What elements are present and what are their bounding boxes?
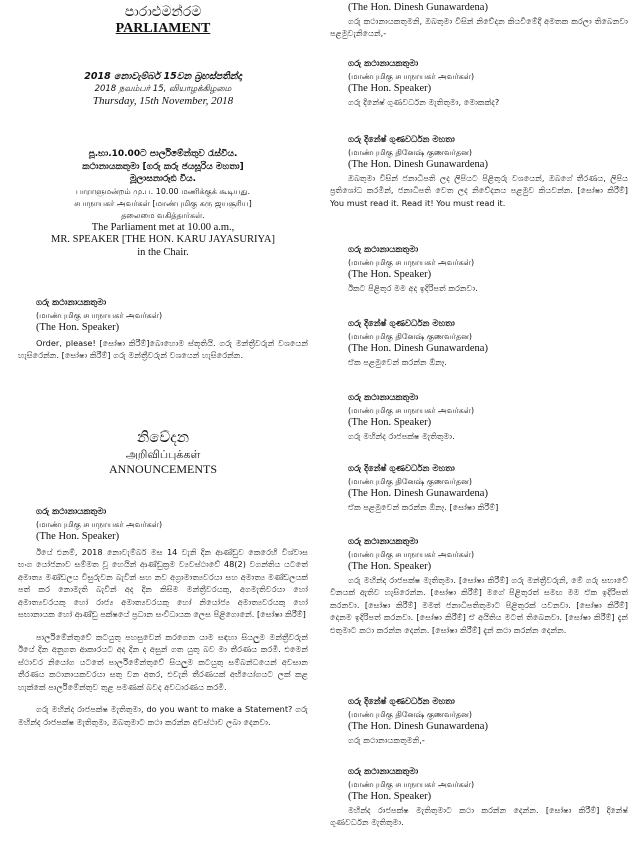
date-english: Thursday, 15th November, 2018: [92, 95, 234, 107]
speaker-name: ගරු දිනේෂ් ගුණවර්ධන මහතා: [348, 464, 455, 474]
meeting-tamil-2: சபாநாயகர் அவர்கள் [மாண்புமிகு கரு ஜயசூரிய]: [74, 198, 252, 208]
speaker-english: (The Hon. Speaker): [348, 269, 432, 280]
speaker-name: ගරු දිනේෂ් ගුණවර්ධන මහතා: [348, 319, 455, 329]
speaker-english: (The Hon. Speaker): [36, 531, 120, 542]
speech-block: [330, 244, 628, 294]
speaker-english: (The Hon. Speaker): [348, 417, 432, 428]
speech-text: ගරු කථානායකතුමනි, ඔබතුමා විසින් නිවේදන කියවීමේදී අමතක කරලා තිබෙනවා පළමුවැනියෙන්,-: [330, 15, 628, 38]
speech-continuation: [330, 2, 628, 40]
speaker-english: (The Hon. Dinesh Gunawardena): [348, 159, 488, 170]
announcements-english: ANNOUNCEMENTS: [109, 462, 217, 476]
speaker-tamil: (மாண்புமிகு சபாநாயகர் அவர்கள்): [36, 311, 163, 320]
announcements-heading: [18, 428, 308, 477]
speech-block: [330, 696, 628, 746]
speech-text: ගරු මහින්ද රාජපක්ෂ මැතිතුමා.: [348, 430, 455, 441]
speaker-tamil: (மாண்புமிகு சபாநாயகர் அவர்கள்): [348, 550, 475, 559]
meeting-english-1: The Parliament met at 10.00 a.m.,: [91, 221, 235, 233]
speaker-tamil: (மாண்புமிகு தினேஷ் குணவர்தன): [348, 710, 473, 719]
speaker-tamil: (மாண்புமிகு சபாநாயகர் அவர்கள்): [348, 780, 475, 789]
meeting-sinhala-3: මූලාසනාරූඪ විය.: [129, 174, 197, 184]
meeting-tamil-1: பாராளுமன்றம் மு.ப. 10.00 மணிக்குக் கூடியது.: [75, 186, 251, 196]
meeting-tamil-3: தலைமை வகித்தார்கள்.: [121, 210, 205, 220]
speaker-english: (The Hon. Dinesh Gunawardena): [348, 2, 488, 13]
speaker-name: ගරු කථානායකතුමා: [348, 59, 419, 69]
speaker-name: ගරු කථානායකතුමා: [348, 393, 419, 403]
speaker-tamil: (மாண்புமிகு தினேஷ் குணவர்தன): [348, 332, 473, 341]
speaker-english: (The Hon. Speaker): [348, 791, 432, 802]
speech-text: Order, please! [සෝෂා කිරීම්]බොහොම ස්තූතියි. ගරු මන්ත්‍රීවරුන් වශයෙන් හැසිරෙන්න. [සෝෂා කිරීම්] ගරු මන්ත්‍රීවරුන් වශයෙන් හැසිරෙන්න.: [18, 337, 308, 360]
speaker-name: ගරු දිනේෂ් ගුණවර්ධන මහතා: [348, 135, 455, 145]
speaker-name: ගරු කථානායකතුමා: [36, 507, 107, 517]
speech-text: ඒක පළමුවෙන් කරන්න ඕනෑ. [සෝෂා කිරීම්]: [348, 501, 499, 512]
speaker-english: (The Hon. Dinesh Gunawardena): [348, 343, 488, 354]
speech-paragraph: ගරු මහින්ද රාජපක්ෂ මැතිතුමා, do you want to make a Statement? ගරු මහින්ද රාජපක්ෂ මැතිතුමා, ඔබතුමාට කථා කරන්න අවස්ථාව ලබා දෙනවා.: [18, 704, 308, 727]
speech-block: [330, 463, 628, 513]
page-header: [18, 4, 308, 38]
speaker-english: (The Hon. Dinesh Gunawardena): [348, 488, 488, 499]
speech-block: [330, 766, 628, 829]
speaker-tamil: (மாண்புமிகு சபாநாயகர் அவர்கள்): [348, 72, 475, 81]
speaker-name: ගරු කථානායකතුමා: [348, 537, 419, 547]
header-title-english: PARLIAMENT: [115, 21, 211, 36]
speaker-tamil: (மாண்புமிகு சபாநாயகர் அவர்கள்): [348, 258, 475, 267]
speech-text: ගරු මහින්ද රාජපක්ෂ මැතිතුමා. [සෝෂා කිරීම්] ගරු මන්ත්‍රීවරුනි, මේ ගරු සභාවේ විනයක් ඇතිව හැසිරෙන්න. [සෝෂා කිරීම්] මගේ පිළිතුරත් සමඟ මම ඒක ඉදිරිපත් කරනවා. [සෝෂා කිරීම්] මමත් ජනාධිපතිතුමාට පිළිතුරක් යවනවා. [සෝෂා කිරීම්] දෙනම ඉදිරිපත් කරනවා. [සෝෂා කිරීම්] ඒ අයිතිය මටත් තිබෙනවා. [සෝෂා කිරීම්] දැන් එතුමාට කථා කරන්න දෙන්න. [සෝෂා කිරීම්] දැන් කථා කරන්න දෙන්න.: [330, 574, 628, 635]
speech-block: [330, 392, 628, 442]
speech-text: ගරු දිනේෂ් ගුණවර්ධන මැතිතුමා, මොකක්ද?: [348, 96, 500, 107]
announcements-tamil: அறிவிப்புக்கள்: [125, 448, 201, 461]
speech-block: [18, 297, 308, 362]
speech-paragraph: ඊයේ එනම්, 2018 නොවැම්බර් මස 14 වැනි දින ආණ්ඩුව කෙරෙහි විශ්වාස භංග යෝජනාව සම්මත වූ හෙයින් ආණ්ඩුක්‍රම ව්‍යවස්ථාවේ 48(2) වගන්තිය යටතේ අමාත්‍ය මණ්ඩලය විසුරුවන බැවින් සහ නව අග්‍රාමාත්‍යවරයා සහ අමාත්‍ය මණ්ඩලයක් පත් කර නොමැති බැවින් අද දින කිසිම මන්ත්‍රීවරයකු, අගමැතිවරයා හෝ අමාත්‍යවරයකු හෝ රාජ්‍ය අමාත්‍යවරයකු හෝ නියෝජ්‍ය අමාත්‍යවරයකු හෝ සභානායක හෝ ආණ්ඩු පක්ෂයේ ප්‍රධාන සංවිධායක ලෙස පිළිගොනේ. [සෝෂා කිරීම්]: [18, 546, 308, 619]
sitting-date: [18, 70, 308, 108]
meeting-notice: [18, 148, 308, 259]
speech-text: ඊකට පිළිතුර මම අද ඉදිරිපත් කරනවා.: [348, 282, 478, 293]
meeting-english-2: MR. SPEAKER [THE HON. KARU JAYASURIYA]: [51, 234, 275, 245]
speaker-name: ගරු කථානායකතුමා: [36, 298, 107, 308]
speaker-tamil: (மாண்புமிகு சபாநாயகர் அவர்கள்): [36, 520, 163, 529]
date-sinhala: 2018 නොවැම්බර් 15වන බ්‍රහස්පතින්දා: [84, 71, 242, 82]
speaker-english: (The Hon. Speaker): [348, 561, 432, 572]
header-title-sinhala: පාරාළුමන්රම: [124, 4, 202, 20]
speaker-name: ගරු කථානායකතුමා: [348, 245, 419, 255]
speech-text: ඒක පළමුවෙන් කරන්න ඕනෑ.: [348, 356, 447, 367]
speaker-name: ගරු දිනේෂ් ගුණවර්ධන මහතා: [348, 697, 455, 707]
speech-text: ඔබතුමා විසින් ජනාධිපති ලද ලිපියට පිළිතුරු වශයෙන්, ඔබගේ තීරණය, ලිපිය ප්‍රතිශෝධ කරමින්, ජනාධිපති වෙත ලද නිවේදනය පළමුව කියවන්න. [සෝෂා කිරීම්] You must read it. Read it! You must read it.: [330, 172, 628, 208]
speaker-tamil: (மாண்புமிகு சபாநாயகர் அவர்கள்): [348, 406, 475, 415]
speech-block: [330, 536, 628, 636]
speaker-tamil: (மாண்புமிகு தினேஷ் குணவர்தன): [348, 477, 473, 486]
speech-block: [330, 318, 628, 368]
speech-block: [330, 134, 628, 209]
announcements-sinhala: නිවේදන: [136, 428, 190, 446]
speech-paragraph: පාර්ලිමේන්තුවේ කටයුතු පහසුවෙන් කරගෙන යාම සඳහා සියලුම මන්ත්‍රීවරුන් ඊයේ දින අනුගත ආකාරයට අද දින ද අසුන් ගත යුතු බව මා තීරණය කරමි. එමෙන් ස්ථාවර නියෝග යටතේ පාර්ලිමේන්තුවේ සියලුම කටයුතු සම්බන්ධයෙන් අවසාන තීරණය කථානායකවරයා සතු වන අතර, එවැනි තීරණයක් අභියෝගයට ලක් කළ හැක්කේ පාර්ලිමේන්තුව තුළ පමණක් බවද අවධාරණය කරමි.: [18, 631, 308, 692]
speech-text: මහින්ද රාජපක්ෂ මැතිතුමාට කථා කරන්න දෙන්න. [සෝෂා කිරීම්] දිනේෂ් ගුණවර්ධන මැතිතුමා.: [330, 804, 628, 827]
speaker-english: (The Hon. Speaker): [36, 322, 120, 333]
meeting-english-3: in the Chair.: [137, 246, 189, 258]
meeting-sinhala-2: කථානායකතුමා [ගරු කරු ජයසූරිය මහතා]: [82, 161, 244, 172]
speech-text: ගරු කථානායකතුමනි,-: [348, 734, 425, 745]
speaker-tamil: (மாண்புமிகு தினேஷ் குணவர்தன): [348, 148, 473, 157]
date-tamil: 2018 நவம்பர் 15, வியாழக்கிழமை: [94, 84, 232, 94]
speech-block: [18, 506, 308, 728]
speaker-name: ගරු කථානායකතුමා: [348, 767, 419, 777]
speaker-english: (The Hon. Speaker): [348, 83, 432, 94]
speech-block: [330, 58, 628, 108]
speaker-english: (The Hon. Dinesh Gunawardena): [348, 721, 488, 732]
meeting-sinhala-1: පූ.භා.10.00ට පාර්ලිමේන්තුව රැස්විය.: [88, 149, 238, 159]
